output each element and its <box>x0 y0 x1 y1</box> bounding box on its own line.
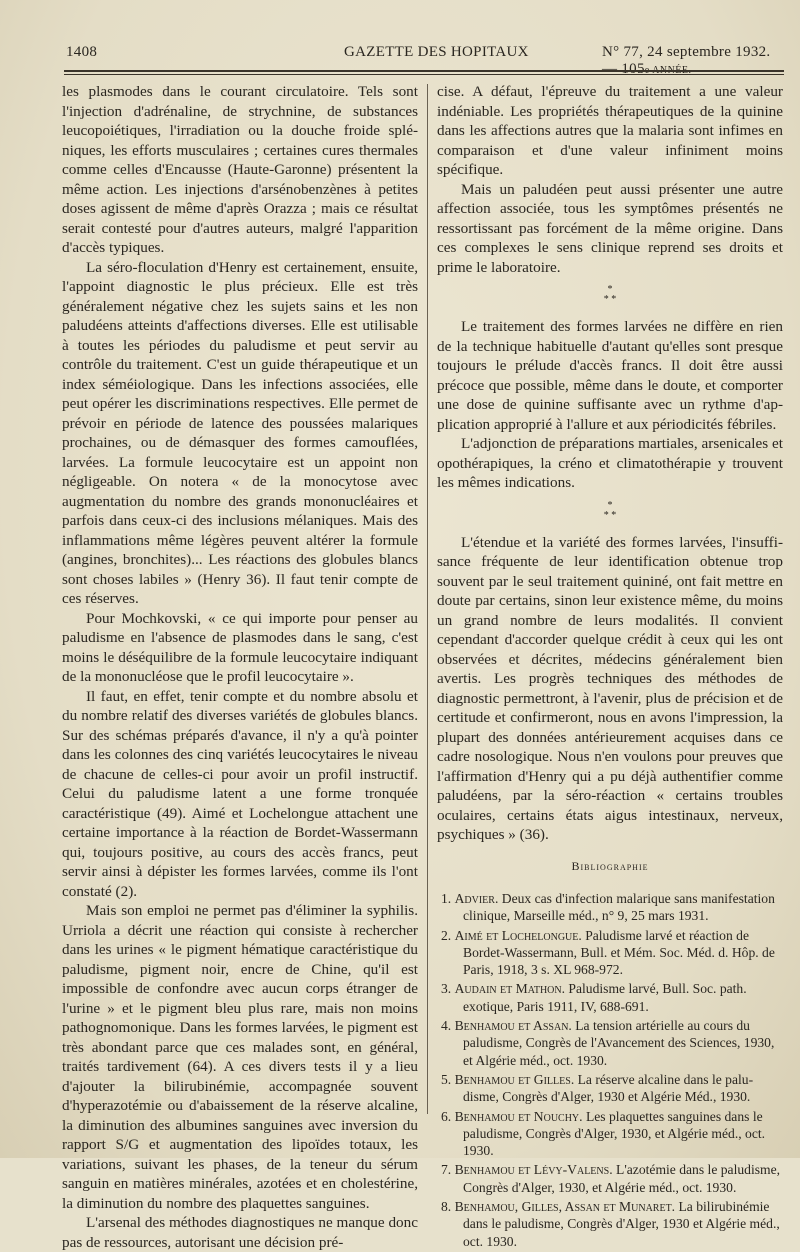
issue-date: N° 77, 24 septembre 1932. — 105 <box>602 44 771 77</box>
paragraph: L'adjonction de préparations martiales, arsenicales et opothérapiques, la créno et climatothérapie y trouvent les mêmes indications. <box>437 435 783 491</box>
paragraph: Mais son emploi ne permet pas d'éliminer la syphilis. Urriola a décrit une réaction qui consiste à rechercher dans les urines « le pigment hématique caractéristique du paludisme, pigment noir, encre de Chine, qu'il est impossible de confondre avec aucun corps étranger de l'urine » et le pigment bleu plus rare, mais non moins pathognomonique. Dans les formes larvées, le pigment est très abondant parce que ces malades sont, en général, traités tardivement (64). A ces divers tests il y a lieu d'ajouter la bilirubinémie, accompagnée souvent d'hyperazotémie ou d'abaissement de la réserve alcaline, la diminution des albumines sanguines avec inversion du rapport S/G et augmentation des lipoïdes totaux, les variations, suivant les phases, de la teneur du sérum sanguin en matières minérales, azotées et en cholestérine, la diminution du nombre des plaquettes sanguines. <box>62 902 418 1212</box>
paragraph: Pour Mochkovski, « ce qui importe pour penser au paludisme en l'absence de plasmodes dans le sang, c'est moins le déséquilibre de la formule leucocytaire indiquant de la mononucléose que le profil leucocytaire ». <box>62 609 418 685</box>
ref-authors: Audain et Mathon. <box>454 981 569 997</box>
bibliography-list <box>437 890 783 1250</box>
bibliography-entry <box>437 1161 783 1196</box>
paragraph: L'arsenal des méthodes diagnostiques ne manque donc pas de ressources, autorisant une décision pré- <box>62 1214 418 1251</box>
paragraph: La séro-floculation d'Henry est certainement, ensuite, l'appoint diagnostic le plus précieux. Elle est très généralement négative chez les sujets sains et les non paludéens atteints d'affections diverses. Elle est utilisable à toutes les périodes du paludisme et peut servir au contrôle du traitement. C'est un guide thérapeutique et un index séméiologique. Dans les infections associées, elle peut opérer les discriminations respectives. Elle permet de prévoir en période de latence des poussées malariques prochaines, ou de démasquer des formes camouflées, larvées. La formule leucocytaire est un appoint non négligeable. On notera « de la monocytose avec augmentation du nombre des grands mononucléaires et parfois dans ceux-ci des inclusions mélaniques. Mais des inflammations même légères peuvent altérer la formule (angines, bronchites)... Les réactions des globules blancs sont choses labiles » (Henry 36). Il faut tenir compte de ces réserves. <box>62 258 418 607</box>
paragraph: Il faut, en effet, tenir compte et du nombre absolu et du nombre relatif des diverses variétés de globules blancs. Sur des schémas préparés d'avance, il n'y a qu'à pointer dans les colonnes des cinq variétés leucocytaires le niveau de chacune de celles-ci pour avoir un profil instructif. Celui du paludisme latent a une forme tronquée caractéristique (49). Aimé et Lochelongue attachent une certaine importance à la réaction de Bordet-Wassermann qui, toujours positive, au cours des accès francs, peut servir ainsi à dépister les formes larvées, comme ils l'ont constaté (2). <box>62 687 418 900</box>
section-separator: * * * <box>603 499 617 521</box>
ref-authors: Benhamou et Lévy-Valens. <box>454 1162 617 1178</box>
paragraph: Mais un paludéen peut aussi présenter une autre affection associée, tous les symptômes présentés ne ressortissant pas forcément de la même origine. Dans ces complexes le sens clinique reprend ses droits et prime le laboratoire. <box>437 180 783 276</box>
ref-authors: Aimé et Lochelongue. <box>454 927 586 943</box>
bibliography-title: Bibliographie <box>571 858 649 873</box>
paragraph: L'étendue et la variété des formes larvées, l'insuffisance fréquente de leur identification obtenue trop souvent par le seul traitement quininé, ont fait mettre en doute par certains, sinon leur existence même, du moins un grand nombre de leurs modalités. Il convient cependant d'accorder quelque crédit à ceux qui les ont observées et décrites, médecins généralement bien avertis. Les progrès techniques des méthodes de diagnostic permettront, à l'avenir, plus de précision et de certitude et confirmeront, nous en avons l'impression, la plupart des données antérieurement acquises dans ce cadre nosologique. Nous n'en voulons pour preuves que l'affirmation d'Henry qui a pu déjà authentifier comme paludéens, par la séro-réaction « certains troubles oculaires, certains états aigus intestinaux, nerveux, psychiques » (36). <box>437 533 783 843</box>
header-rule-thin <box>64 74 784 75</box>
left-column <box>62 82 418 1252</box>
header-rule-thick <box>64 70 784 72</box>
column-divider <box>427 84 428 1114</box>
ref-authors: Benhamou et Nouchy. <box>454 1108 586 1124</box>
bibliography-entry <box>437 1017 783 1069</box>
ref-text: La tension artérielle au cours du paludisme, Congrès de l'Avancement des Sciences, 1930, et Algérie méd., oct. 1930. <box>463 1018 775 1068</box>
ref-number: 2. <box>441 927 455 943</box>
bibliography-entry <box>437 890 783 925</box>
ref-text: Paludisme larvé, Bull. Soc. path. exotique, Paris 1911, IV, 688-691. <box>463 981 747 1014</box>
ref-number: 5. <box>441 1071 455 1087</box>
bibliography-entry <box>437 980 783 1015</box>
bibliography-entry <box>437 1198 783 1250</box>
ref-text: Les plaquettes sanguines dans le paludisme, Congrès d'Alger, 1930, et Algérie méd., oct. 1930. <box>463 1108 766 1159</box>
ref-number: 3. <box>441 981 455 997</box>
ref-authors: Benhamou et Assan. <box>454 1018 576 1034</box>
paragraph: les plasmodes dans le courant circulatoire. Tels sont l'injection d'adrénaline, de strychnine, de substances leucopoiétiques, l'irradiation ou la douche froide spléniques, les efforts musculaires ; certaines cures thermales comme celles d'Encausse (Haute-Garonne) présentent la même action. Les injections d'arsénobenzènes à petites doses agissent de même d'après Orazza ; mais ce résultat serait contesté pour d'autres auteurs, malgré l'apparition d'accès typiques. <box>62 83 418 256</box>
section-separator: * * * <box>603 284 617 305</box>
paragraph: Le traitement des formes larvées ne diffère en rien de la technique habituelle d'autant qu'elles sont presque toujours le prélude d'accès francs. Il doit être aussi précoce que possible, même dans le doute, et comporter une dose de quinine suffisante avec un rythme d'application approprié à l'allure et aux périodicités fébriles. <box>437 318 783 433</box>
ref-text: L'azotémie dans le paludisme, Congrès d'Alger, 1930, et Algérie méd., oct. 1930. <box>463 1162 781 1195</box>
ref-number: 8. <box>441 1199 455 1215</box>
ref-number: 4. <box>441 1018 455 1034</box>
paragraph: cise. A défaut, l'épreuve du traitement a une valeur indéniable. Les propriétés thérapeutiques de la quinine dans les affections autres que la malaria sont infimes en comparaison et d'une valeur infiniment moins spécifique. <box>437 83 783 178</box>
bibliography-entry <box>437 1071 783 1106</box>
running-header <box>62 40 784 77</box>
page-number: 1408 <box>66 44 98 60</box>
ref-text: La réserve alcaline dans le paludisme, Congrès d'Alger, 1930 et Algérie Méd., 1930. <box>463 1071 754 1105</box>
issue-info <box>602 44 784 78</box>
right-column <box>437 82 783 1252</box>
bibliography-entry <box>437 927 783 979</box>
ref-number: 1. <box>441 891 455 906</box>
issue-year: e ANNÉE. <box>644 65 692 76</box>
ref-text: Deux cas d'infection malarique sans manifestation clinique, Marseille méd., n° 9, 25 mars 1931. <box>463 891 775 924</box>
ref-text: La bilirubinémie dans le paludisme, Congrès d'Alger, 1930 et Algérie méd., oct. 1930. <box>463 1199 780 1249</box>
ref-authors: Benhamou et Gilles. <box>454 1071 578 1087</box>
journal-title: GAZETTE DES HOPITAUX <box>344 44 529 60</box>
ref-text: Paludisme larvé et réaction de Bordet-Wassermann, Bull. et Mém. Soc. Méd. d. Hôp. de Paris, 1918, 3 s. XL 968-972. <box>463 927 775 978</box>
ref-authors: Advier. <box>454 891 502 906</box>
ref-number: 6. <box>441 1108 455 1124</box>
ref-number: 7. <box>441 1162 455 1178</box>
bibliography-entry <box>437 1108 783 1160</box>
ref-authors: Benhamou, Gilles, Assan et Munaret. <box>454 1199 679 1215</box>
